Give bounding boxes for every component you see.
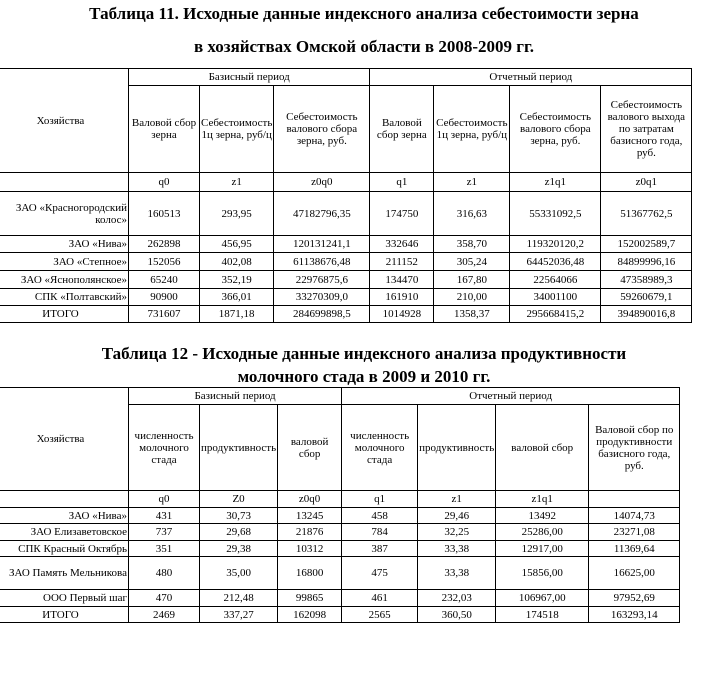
table-cell: 152002589,7 bbox=[601, 236, 692, 253]
table-cell: 51367762,5 bbox=[601, 192, 692, 236]
table12-symbol: z1q1 bbox=[496, 491, 589, 508]
table11-col-header: Валовой сбор зерна bbox=[370, 86, 434, 173]
table11-symbol: q1 bbox=[370, 173, 434, 192]
table-cell: 14074,73 bbox=[589, 508, 680, 524]
table-cell: 15856,00 bbox=[496, 557, 589, 590]
table-cell: 23271,08 bbox=[589, 524, 680, 541]
table12-col-header: численность молочного стада bbox=[342, 405, 418, 491]
table-cell: 784 bbox=[342, 524, 418, 541]
table-cell: 174750 bbox=[370, 192, 434, 236]
table-cell: 16625,00 bbox=[589, 557, 680, 590]
table-cell: 29,46 bbox=[418, 508, 496, 524]
table11-farm-name: СПК «Полтавский» bbox=[0, 289, 129, 306]
table-cell: 394890016,8 bbox=[601, 306, 692, 323]
table-row bbox=[0, 271, 692, 289]
table-row bbox=[0, 557, 680, 590]
table-cell: 456,95 bbox=[200, 236, 274, 253]
table-cell: 470 bbox=[129, 590, 200, 607]
table-row bbox=[0, 253, 692, 271]
table12-farm-name: СПК Красный Октябрь bbox=[0, 541, 129, 557]
table-cell: 13245 bbox=[278, 508, 342, 524]
table-cell: 232,03 bbox=[418, 590, 496, 607]
table-cell: 351 bbox=[129, 541, 200, 557]
table12-col-header: Валовой сбор по продуктивности базисного года, руб. bbox=[589, 405, 680, 491]
table-cell: 99865 bbox=[278, 590, 342, 607]
table-cell: 1014928 bbox=[370, 306, 434, 323]
table11-col-header: Валовой сбор зерна bbox=[129, 86, 200, 173]
table-cell: 212,48 bbox=[200, 590, 278, 607]
table-cell: 387 bbox=[342, 541, 418, 557]
table12-col-header: численность молочного стада bbox=[129, 405, 200, 491]
table-cell: 1871,18 bbox=[200, 306, 274, 323]
table-cell: 737 bbox=[129, 524, 200, 541]
table12-farm-name: ЗАО Елизаветовское bbox=[0, 524, 129, 541]
table11-symbol-empty bbox=[0, 173, 129, 192]
table-cell: 295668415,2 bbox=[510, 306, 601, 323]
table-cell: 119320120,2 bbox=[510, 236, 601, 253]
table-row bbox=[0, 524, 680, 541]
table12-group-report: Отчетный период bbox=[342, 388, 680, 405]
table-cell: 163293,14 bbox=[589, 607, 680, 623]
table11 bbox=[0, 68, 692, 323]
table-cell: 262898 bbox=[129, 236, 200, 253]
table12-symbol-empty bbox=[0, 491, 129, 508]
table-cell: 167,80 bbox=[434, 271, 510, 289]
table12-farm-name: ИТОГО bbox=[0, 607, 129, 623]
table-cell: 337,27 bbox=[200, 607, 278, 623]
table11-symbol: z0q1 bbox=[601, 173, 692, 192]
table-row bbox=[0, 541, 680, 557]
table-row bbox=[0, 508, 680, 524]
table-cell: 293,95 bbox=[200, 192, 274, 236]
table11-col-header: Себестоимость валового сбора зерна, руб. bbox=[510, 86, 601, 173]
table-cell: 84899996,16 bbox=[601, 253, 692, 271]
table11-farm-name: ИТОГО bbox=[0, 306, 129, 323]
table12 bbox=[0, 387, 680, 623]
table-cell: 475 bbox=[342, 557, 418, 590]
table-cell: 161910 bbox=[370, 289, 434, 306]
table-cell: 120131241,1 bbox=[274, 236, 370, 253]
table-cell: 305,24 bbox=[434, 253, 510, 271]
table-cell: 11369,64 bbox=[589, 541, 680, 557]
table-cell: 35,00 bbox=[200, 557, 278, 590]
table-row bbox=[0, 289, 692, 306]
table-cell: 16800 bbox=[278, 557, 342, 590]
table-cell: 59260679,1 bbox=[601, 289, 692, 306]
table11-symbol: z1 bbox=[200, 173, 274, 192]
table11-col-header: Себестоимость валового выхода по затратам базисного года, руб. bbox=[601, 86, 692, 173]
table-cell: 30,73 bbox=[200, 508, 278, 524]
table11-title-line1: Таблица 11. Исходные данные индексного анализа себестоимости зерна bbox=[89, 4, 639, 23]
table-cell: 90900 bbox=[129, 289, 200, 306]
table11-symbol: z1q1 bbox=[510, 173, 601, 192]
table12-symbol: q1 bbox=[342, 491, 418, 508]
table11-col-header: Себестоимость валового сбора зерна, руб. bbox=[274, 86, 370, 173]
table12-header-farm: Хозяйства bbox=[0, 388, 129, 491]
table-cell: 10312 bbox=[278, 541, 342, 557]
table-cell: 316,63 bbox=[434, 192, 510, 236]
table-row bbox=[0, 236, 692, 253]
table12-symbol: z0q0 bbox=[278, 491, 342, 508]
table-cell: 12917,00 bbox=[496, 541, 589, 557]
table-cell: 29,38 bbox=[200, 541, 278, 557]
table-row-total bbox=[0, 306, 692, 323]
table-cell: 358,70 bbox=[434, 236, 510, 253]
table-cell: 352,19 bbox=[200, 271, 274, 289]
table-cell: 32,25 bbox=[418, 524, 496, 541]
table11-symbol: q0 bbox=[129, 173, 200, 192]
table-cell: 2565 bbox=[342, 607, 418, 623]
table11-farm-name: ЗАО «Нива» bbox=[0, 236, 129, 253]
table-cell: 152056 bbox=[129, 253, 200, 271]
table-cell: 61138676,48 bbox=[274, 253, 370, 271]
table-cell: 458 bbox=[342, 508, 418, 524]
table-cell: 21876 bbox=[278, 524, 342, 541]
table-row bbox=[0, 192, 692, 236]
table-cell: 22976875,6 bbox=[274, 271, 370, 289]
table12-col-header: продуктивность bbox=[200, 405, 278, 491]
table-cell: 33,38 bbox=[418, 541, 496, 557]
table-cell: 47358989,3 bbox=[601, 271, 692, 289]
table12-col-header: продуктивность bbox=[418, 405, 496, 491]
table-cell: 33270309,0 bbox=[274, 289, 370, 306]
table12-symbol: z1 bbox=[418, 491, 496, 508]
table-cell: 402,08 bbox=[200, 253, 274, 271]
table11-title-line2: в хозяйствах Омской области в 2008-2009 гг. bbox=[193, 37, 535, 56]
table11-farm-name: ЗАО «Яснополянское» bbox=[0, 271, 129, 289]
table12-symbol: q0 bbox=[129, 491, 200, 508]
table-cell: 47182796,35 bbox=[274, 192, 370, 236]
table12-col-header: валовой сбор bbox=[278, 405, 342, 491]
table-cell: 431 bbox=[129, 508, 200, 524]
table-cell: 55331092,5 bbox=[510, 192, 601, 236]
table-cell: 174518 bbox=[496, 607, 589, 623]
table-cell: 210,00 bbox=[434, 289, 510, 306]
table-cell: 366,01 bbox=[200, 289, 274, 306]
table-cell: 284699898,5 bbox=[274, 306, 370, 323]
table-cell: 731607 bbox=[129, 306, 200, 323]
table-cell: 211152 bbox=[370, 253, 434, 271]
table-cell: 160513 bbox=[129, 192, 200, 236]
table-cell: 22564066 bbox=[510, 271, 601, 289]
table12-group-base: Базисный период bbox=[129, 388, 342, 405]
table-cell: 65240 bbox=[129, 271, 200, 289]
table12-title-line2: молочного стада в 2009 и 2010 гг. bbox=[237, 367, 491, 386]
table11-group-base: Базисный период bbox=[129, 69, 370, 86]
table11-col-header: Себестоимость 1ц зерна, руб/ц bbox=[434, 86, 510, 173]
table12-col-header: валовой сбор bbox=[496, 405, 589, 491]
table-cell: 1358,37 bbox=[434, 306, 510, 323]
table-cell: 480 bbox=[129, 557, 200, 590]
table-row-total bbox=[0, 607, 680, 623]
table-cell: 25286,00 bbox=[496, 524, 589, 541]
table-cell: 64452036,48 bbox=[510, 253, 601, 271]
table-cell: 2469 bbox=[129, 607, 200, 623]
table11-farm-name: ЗАО «Красногородский колос» bbox=[0, 192, 129, 236]
table-cell: 360,50 bbox=[418, 607, 496, 623]
table-cell: 106967,00 bbox=[496, 590, 589, 607]
table11-header-farm: Хозяйства bbox=[0, 69, 129, 173]
table-cell: 13492 bbox=[496, 508, 589, 524]
table12-symbol bbox=[589, 491, 680, 508]
table11-farm-name: ЗАО «Степное» bbox=[0, 253, 129, 271]
table11-symbol: z1 bbox=[434, 173, 510, 192]
table-cell: 332646 bbox=[370, 236, 434, 253]
table11-symbol: z0q0 bbox=[274, 173, 370, 192]
table12-farm-name: ЗАО «Нива» bbox=[0, 508, 129, 524]
table-cell: 162098 bbox=[278, 607, 342, 623]
table-cell: 29,68 bbox=[200, 524, 278, 541]
table12-title-line1: Таблица 12 - Исходные данные индексного анализа продуктивности bbox=[101, 344, 627, 363]
table-cell: 134470 bbox=[370, 271, 434, 289]
table12-farm-name: ЗАО Память Мельникова bbox=[0, 557, 129, 590]
table-row bbox=[0, 590, 680, 607]
table12-symbol: Z0 bbox=[200, 491, 278, 508]
table12-farm-name: ООО Первый шаг bbox=[0, 590, 129, 607]
table-cell: 97952,69 bbox=[589, 590, 680, 607]
table11-col-header: Себестоимость 1ц зерна, руб/ц bbox=[200, 86, 274, 173]
table-cell: 461 bbox=[342, 590, 418, 607]
table-cell: 33,38 bbox=[418, 557, 496, 590]
table11-group-report: Отчетный период bbox=[370, 69, 692, 86]
table-cell: 34001100 bbox=[510, 289, 601, 306]
